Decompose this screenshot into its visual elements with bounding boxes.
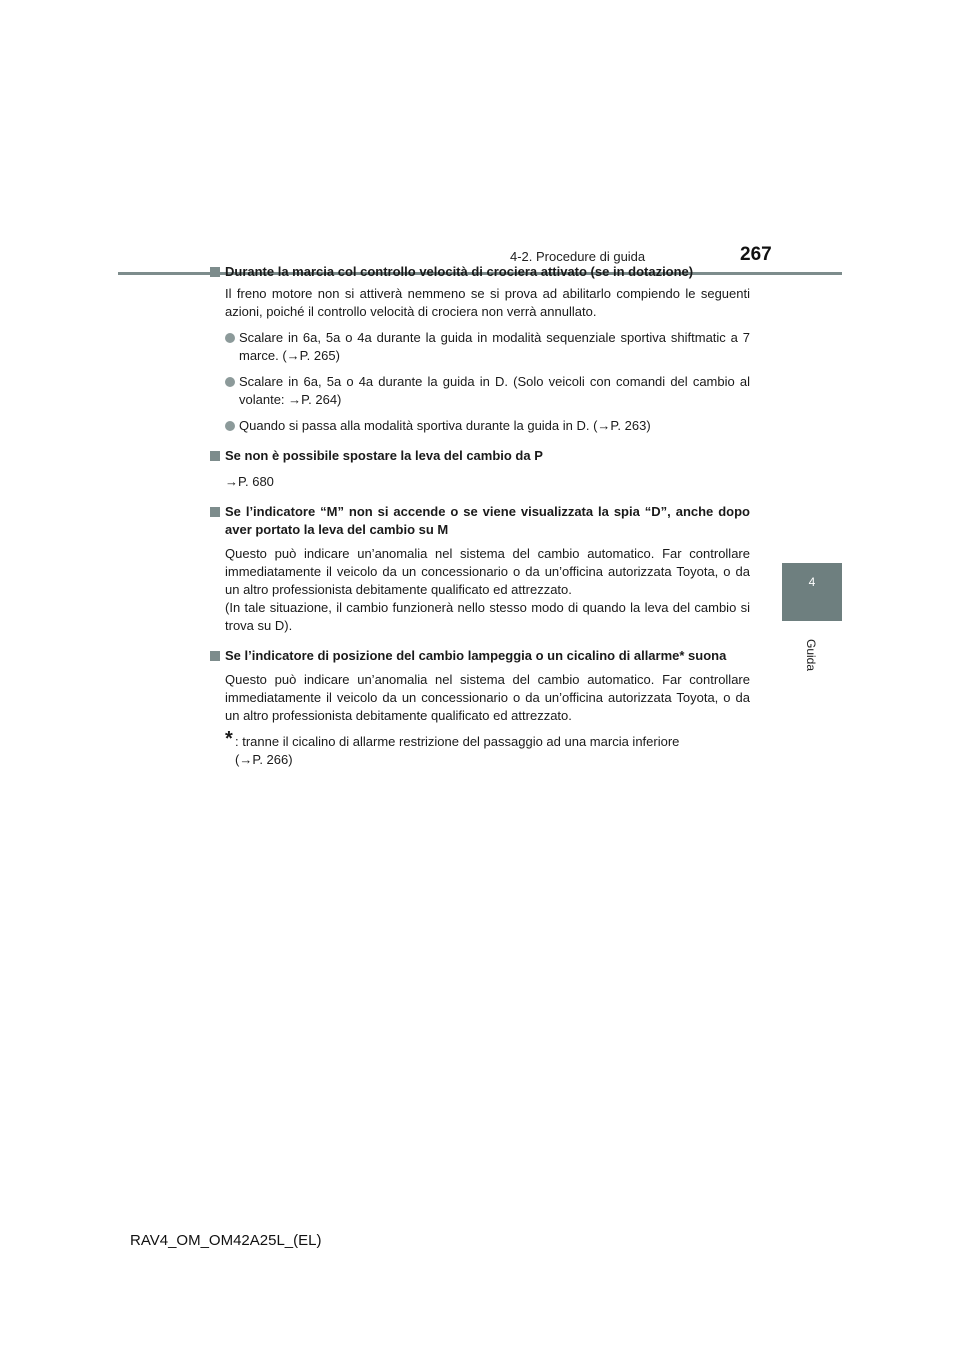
footnote-text: : tranne il cicalino di allarme restrizione del passaggio ad una marcia inferiore xyxy=(235,734,680,749)
section-body: Questo può indicare un’anomalia nel sistema del cambio automatico. Far controllare immediatamente il veicolo da un concessionario o da un’officina autorizzata Toyota, o da un altro professionista debitamente qualificato ed attrezzato. xyxy=(225,546,750,597)
round-bullet-icon xyxy=(225,377,235,387)
square-bullet-icon xyxy=(210,267,220,277)
section-body: (In tale situazione, il cambio funzionerà nello stesso modo di quando la leva del cambio si trova su D). xyxy=(225,600,750,633)
section-title: Durante la marcia col controllo velocità di crociera attivato (se in dotazione) xyxy=(210,263,750,281)
page-content xyxy=(210,255,750,769)
section-body: Il freno motore non si attiverà nemmeno se si prova ad abilitarlo compiendo le seguenti azioni, poiché il controllo velocità di crociera non verrà annullato. xyxy=(225,286,750,319)
page-number: 267 xyxy=(740,244,772,265)
square-bullet-icon xyxy=(210,507,220,517)
footnote-marker: * xyxy=(225,728,233,750)
list-item: Scalare in 6a, 5a o 4a durante la guida in modalità sequenziale sportiva shiftmatic a 7 marce. (→P. 265) xyxy=(225,329,750,365)
round-bullet-icon xyxy=(225,421,235,431)
footnote xyxy=(225,728,750,769)
section-body: Questo può indicare un’anomalia nel sistema del cambio automatico. Far controllare immediatamente il veicolo da un concessionario o da un’officina autorizzata Toyota, o da un altro professionista debitamente qualificato ed attrezzato. xyxy=(225,672,750,723)
square-bullet-icon xyxy=(210,451,220,461)
page-reference: →P. 680 xyxy=(225,474,274,489)
section-title: Se l’indicatore “M” non si accende o se viene visualizzata la spia “D”, anche dopo aver portato la leva del cambio su M xyxy=(210,503,750,539)
section-title: Se l’indicatore di posizione del cambio lampeggia o un cicalino di allarme* suona xyxy=(210,647,750,665)
chapter-label: Guida xyxy=(804,639,818,672)
section-title: Se non è possibile spostare la leva del cambio da P xyxy=(210,447,750,465)
footnote-ref: (→P. 266) xyxy=(235,752,293,767)
chapter-tab xyxy=(782,563,842,621)
list-item: Scalare in 6a, 5a o 4a durante la guida in D. (Solo veicoli con comandi del cambio al volante: →P. 264) xyxy=(225,373,750,409)
square-bullet-icon xyxy=(210,651,220,661)
chapter-number: 4 xyxy=(808,575,816,589)
document-code: RAV4_OM_OM42A25L_(EL) xyxy=(130,1232,322,1249)
header-section-title: 4-2. Procedure di guida xyxy=(510,249,646,264)
chapter-tab-label-area xyxy=(782,621,842,743)
list-item: Quando si passa alla modalità sportiva durante la guida in D. (→P. 263) xyxy=(225,417,750,435)
round-bullet-icon xyxy=(225,333,235,343)
